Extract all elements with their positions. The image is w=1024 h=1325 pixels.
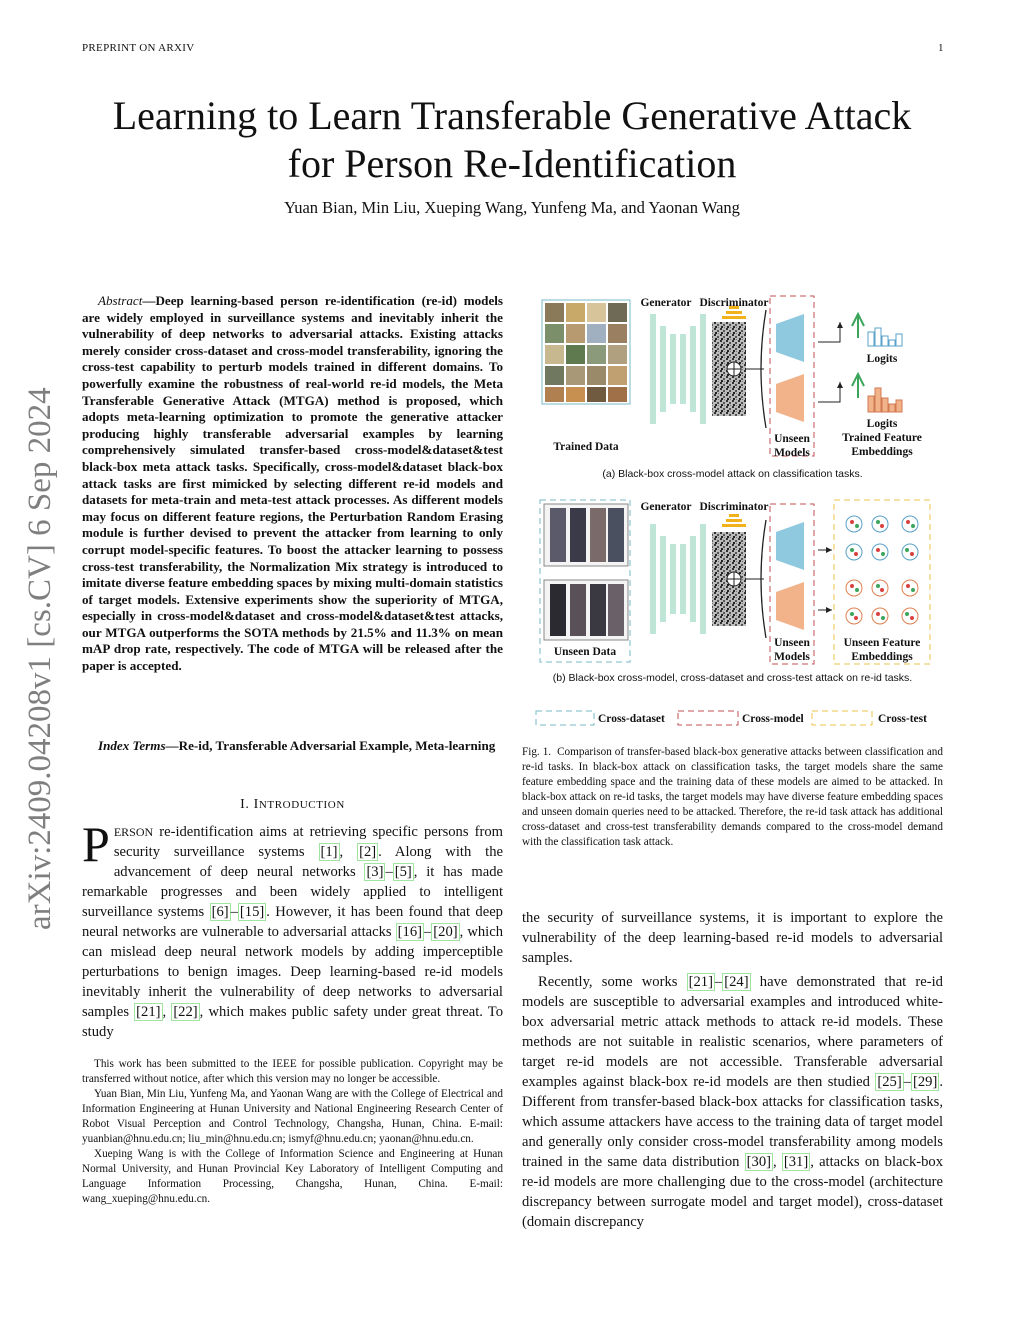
subcaption-a: (a) Black-box cross-model attack on classification tasks. <box>602 468 863 480</box>
intro-caps: ERSON <box>113 825 154 839</box>
generator-label-b: Generator <box>640 501 692 513</box>
citation-link[interactable]: [24] <box>724 974 749 990</box>
citation-link[interactable]: [16] <box>397 924 422 940</box>
intro-text: – <box>385 864 393 880</box>
trained-data-label: Trained Data <box>553 441 619 453</box>
discriminator-label-b: Discriminator <box>699 501 769 513</box>
unseen-models-line: Unseen <box>774 637 810 649</box>
intro-text: – <box>230 904 238 920</box>
section-title-rest: NTRODUCTION <box>258 799 345 811</box>
body-text: . Different from transfer-based black-box attacks for classification tasks, which assume attackers have access to the training data of target model and generally only consider cross-model transferability among models trained in the same data distribution <box>522 1074 943 1170</box>
model-blue <box>776 314 804 362</box>
citation-link[interactable]: [1] <box>320 844 338 860</box>
feature-embedding-icons <box>846 516 918 624</box>
index-terms <box>82 738 503 755</box>
unseen-models-line: Models <box>774 447 810 459</box>
unseen-feature-line: Unseen Feature <box>843 637 921 649</box>
intro-text: , it has made remarkable progresses and been widely applied to intelligent surveillance systems <box>82 864 503 920</box>
intro-text: . However, it has been found that deep neural networks are vulnerable to adversarial attacks <box>82 904 503 940</box>
subcaption-b: (b) Black-box cross-model, cross-dataset and cross-test attack on re-id tasks. <box>552 672 913 684</box>
discriminator-label: Discriminator <box>699 297 769 309</box>
intro-text: , which can mislead deep neural network models by adding imperceptible perturbations to benign images. Deep learning-based re-id models inevitably inherit the vulnerability of deep networks to adversarial samples <box>82 924 503 1020</box>
unseen-models-label-a <box>770 432 814 460</box>
intro-text: , <box>162 1004 172 1020</box>
title-line-2: for Person Re-Identification <box>287 141 737 186</box>
citation-link[interactable]: [20] <box>433 924 458 940</box>
section-heading-introduction <box>82 797 503 813</box>
figure-caption-text: Comparison of transfer-based black-box generative attacks between classification and re-id tasks. In black-box attack on classification tasks, the target models share the same feature embedding space and the training data of these models are aimed to be attacked. In black-box attack on re-id tasks, the target models may have diverse feature embedding spaces and unseen domain queries need to be attacked. Therefore, the re-id task attack has additional cross-dataset and cross-test transferability demands compared to the cross-model demand with the classification task attack. <box>522 746 943 848</box>
citation-link[interactable]: [15] <box>239 904 265 920</box>
legend-swatch-cross-test <box>812 711 872 725</box>
generator-label: Generator <box>640 297 692 309</box>
trained-feature-line: Trained Feature <box>842 432 922 444</box>
figure-1 <box>522 292 943 732</box>
unseen-feature-label <box>834 636 930 664</box>
footnote-paragraph: Xueping Wang is with the College of Information Science and Engineering at Hunan Normal University, and Hunan Provincial Key Laboratory of Intelligent Computing and Language Information Processing, Changsha, Hunan, China. E-mail: wang_xueping@hnu.edu.cn. <box>82 1148 503 1205</box>
body-text: Recently, some works <box>538 974 687 990</box>
body-text: have demonstrated that re-id models are susceptible to adversarial examples and introduced white-box adversarial metric attack methods to attack re-id models. These methods are not suitable in realistic scenarios, where parameters of target re-id models are not accessible. Transferable adversarial examples against black-box re-id models are then studied <box>522 974 943 1090</box>
citation-link[interactable]: [29] <box>913 1074 938 1090</box>
body-text: , <box>772 1154 782 1170</box>
discriminator-icon <box>722 514 746 527</box>
citation-link[interactable]: [2] <box>359 844 377 860</box>
body-text: – <box>714 974 723 990</box>
citation-link[interactable]: [22] <box>173 1004 198 1020</box>
abstract <box>82 293 503 675</box>
unseen-data-label: Unseen Data <box>553 646 617 658</box>
logits-trained-feature-label <box>832 417 932 459</box>
model-orange <box>776 582 804 630</box>
legend-swatch-cross-model <box>678 711 738 725</box>
legend-swatch-cross-dataset <box>536 711 594 725</box>
body-text: – <box>903 1074 912 1090</box>
figure-caption-label: Fig. 1. <box>522 746 552 758</box>
logits-label-1: Logits <box>866 353 898 365</box>
citation-link[interactable]: [5] <box>394 864 412 880</box>
abstract-text: —Deep learning-based person re-identification (re-id) models are widely employed in surveillance systems and inevitably inherit the vulnerability of deep networks to adversarial attacks. Existing attacks merely consider cross-dataset and cross-model transferability, ignoring the cross-test capability to perturb models trained in different domains. To powerfully examine the robustness of real-world re-id models, the Meta Transferable Generative Attack (MTGA) method is proposed, which adopts meta-learning optimization to promote the generative attacker producing highly transferable adversarial examples by learning comprehensively simulated transfer-based cross-model&dataset&test black-box meta attack tasks. Specifically, cross-model&dataset black-box attack tasks are first mimicked by selecting different re-id models and datasets for meta-train and meta-test attack processes. As different models may focus on different feature regions, the Perturbation Random Erasing module is further devised to prevent the attacker from learning to only corrupt model-specific features. To boost the attacker learning to possess cross-test transferability, the Normalization Mix strategy is introduced to imitate diverse feature embedding spaces by mixing multi-domain statistics of target models. Extensive experiments show the superiority of MTGA, especially in cross-model&dataset and cross-model&dataset&test attacks, our MTGA outperforms the SOTA methods by 21.5% and 11.3% on mean mAP drop rate, respectively. The code of MTGA will be released after the paper is accepted. <box>82 293 503 674</box>
model-orange <box>776 374 804 422</box>
index-terms-label: Index Terms <box>98 738 166 753</box>
unseen-models-label-b <box>770 636 814 664</box>
legend-label-cross-model: Cross-model <box>742 713 804 725</box>
page-number: 1 <box>938 42 944 54</box>
intro-text: , <box>339 844 358 860</box>
generator-network <box>650 314 706 424</box>
logits-histogram-blue <box>868 328 902 346</box>
footnote <box>82 1057 503 1207</box>
intro-text: , which makes public safety under great threat. To study <box>82 1004 503 1040</box>
paper-title <box>0 92 1024 188</box>
body-paragraph <box>522 972 943 1232</box>
body-paragraph: the security of surveillance systems, it is important to explore the vulnerability of the deep learning-based re-id models to adversarial samples. <box>522 910 943 966</box>
generator-network-b <box>650 524 706 634</box>
citation-link[interactable]: [21] <box>136 1004 161 1020</box>
legend-label-cross-dataset: Cross-dataset <box>598 713 665 725</box>
arxiv-stamp <box>22 365 62 930</box>
unseen-models-line: Models <box>774 651 810 663</box>
intro-paragraph <box>82 816 504 1042</box>
index-terms-text: —Re-id, Transferable Adversarial Example, Meta-learning <box>165 738 496 753</box>
figure-caption <box>522 745 943 850</box>
unseen-models-line: Unseen <box>774 433 810 445</box>
model-blue <box>776 522 804 570</box>
title-line-1: Learning to Learn Transferable Generative Attack <box>112 93 912 138</box>
trained-feature-line: Embeddings <box>851 446 913 458</box>
right-column-body <box>522 908 943 1232</box>
legend-label-cross-test: Cross-test <box>878 713 927 725</box>
author-list: Yuan Bian, Min Liu, Xueping Wang, Yunfeng Ma, and Yaonan Wang <box>284 198 740 217</box>
intro-text: re-identification aims at retrieving specific persons from security surveillance systems <box>113 824 503 860</box>
drop-cap: P <box>82 816 110 872</box>
body-text: , attacks on black-box re-id models are more challenging due to the cross-model (architecture discrepancy between surrogate model and target model), cross-dataset (domain discrepancy <box>522 1154 944 1230</box>
unseen-feature-line: Embeddings <box>851 651 913 663</box>
citation-link[interactable]: [30] <box>746 1154 771 1170</box>
section-title-cap: I <box>253 797 259 812</box>
footnote-paragraph: This work has been submitted to the IEEE for possible publication. Copyright may be transferred without notice, after which this version may no longer be accessible. <box>82 1058 503 1085</box>
running-header: PREPRINT ON ARXIV <box>82 42 195 54</box>
citation-link[interactable]: [25] <box>877 1074 902 1090</box>
arxiv-stamp-text: arXiv:2409.04208v1 [cs.CV] 6 Sep 2024 <box>22 387 58 930</box>
logits-histogram-orange <box>868 388 902 412</box>
footnote-paragraph: Yuan Bian, Min Liu, Yunfeng Ma, and Yaonan Wang are with the College of Electrical and Information Engineering at Hunan University and National Engineering Research Center of Robot Visual Perception and Control Technology, Changsha, Hunan, China. E-mail: yuanbian@hnu.edu.cn; liu_min@hnu.edu.cn; ismyf@hnu.edu.cn; yaonan@hnu.edu.cn. <box>82 1088 503 1145</box>
intro-text: . Along with the advancement of deep neural networks <box>113 844 504 880</box>
section-number: I. <box>240 797 250 812</box>
logits-label-2: Logits <box>866 418 898 430</box>
citation-link[interactable]: [3] <box>366 864 384 880</box>
citation-link[interactable]: [21] <box>688 974 713 990</box>
abstract-label: Abstract <box>98 293 143 308</box>
citation-link[interactable]: [31] <box>783 1154 809 1170</box>
intro-text: – <box>424 924 432 940</box>
citation-link[interactable]: [6] <box>211 904 229 920</box>
